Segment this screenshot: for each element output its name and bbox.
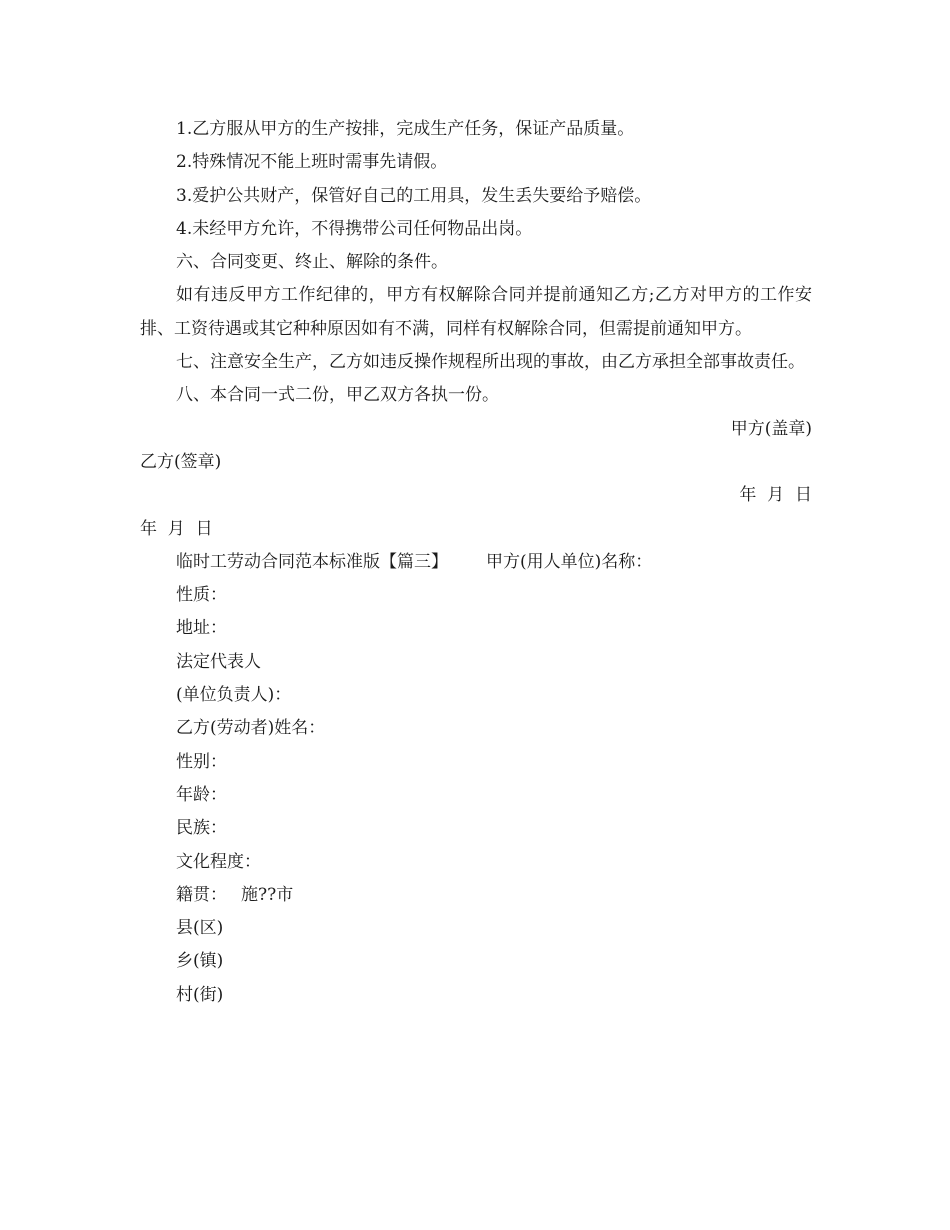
section-8: 八、本合同一式二份，甲乙双方各执一份。 [176, 385, 499, 406]
document-body [140, 113, 812, 1012]
clause-2: 2.特殊情况不能上班时需事先请假。 [176, 152, 448, 173]
clause-3: 3.爱护公共财产，保管好自己的工用具，发生丢失要给予赔偿。 [176, 185, 652, 206]
party-a-seal: 甲方(盖章) [730, 418, 812, 439]
field-employee-name: 乙方(劳动者)姓名： [176, 718, 326, 739]
field-hometown [140, 879, 812, 912]
clause-1: 1.乙方服从甲方的生产按排，完成生产任务，保证产品质量。 [176, 119, 635, 139]
section-6-title: 六、合同变更、终止、解除的条件。 [176, 252, 448, 273]
hometown-value: 施??市 [241, 884, 294, 905]
date-left-text: 年 月 日 [140, 518, 213, 539]
field-ethnicity: 民族： [176, 818, 227, 839]
field-gender: 性别： [176, 751, 227, 772]
date-right-text: 年 月 日 [739, 485, 812, 506]
field-unit-head: (单位负责人)： [176, 685, 292, 706]
field-address: 地址： [176, 618, 227, 639]
field-education: 文化程度： [176, 851, 261, 872]
party-b-signature: 乙方(签章) [140, 451, 222, 472]
clause-4: 4.未经甲方允许，不得携带公司任何物品出岗。 [176, 218, 533, 239]
field-age: 年龄： [176, 784, 227, 805]
section-7: 七、注意安全生产，乙方如违反操作规程所出现的事故，由乙方承担全部事故责任。 [176, 352, 805, 373]
contract-title: 临时工劳动合同范本标准版【篇三】 [176, 551, 448, 572]
field-nature: 性质： [176, 585, 227, 606]
field-legal-rep: 法定代表人 [176, 651, 261, 672]
contract-title-line [140, 546, 812, 579]
hometown-label: 籍贯： [176, 884, 227, 905]
field-township: 乡(镇) [176, 951, 224, 972]
date-right [140, 479, 812, 512]
date-left [140, 513, 812, 546]
section-6-body: 如有违反甲方工作纪律的，甲方有权解除合同并提前通知乙方;乙方对甲方的工作安排、工资待遇或其它种种原因如有不满，同样有权解除合同，但需提前通知甲方。 [140, 285, 812, 339]
employer-name-label: 甲方(用人单位)名称： [486, 551, 653, 572]
field-county: 县(区) [176, 918, 224, 939]
field-village: 村(街) [176, 984, 224, 1005]
